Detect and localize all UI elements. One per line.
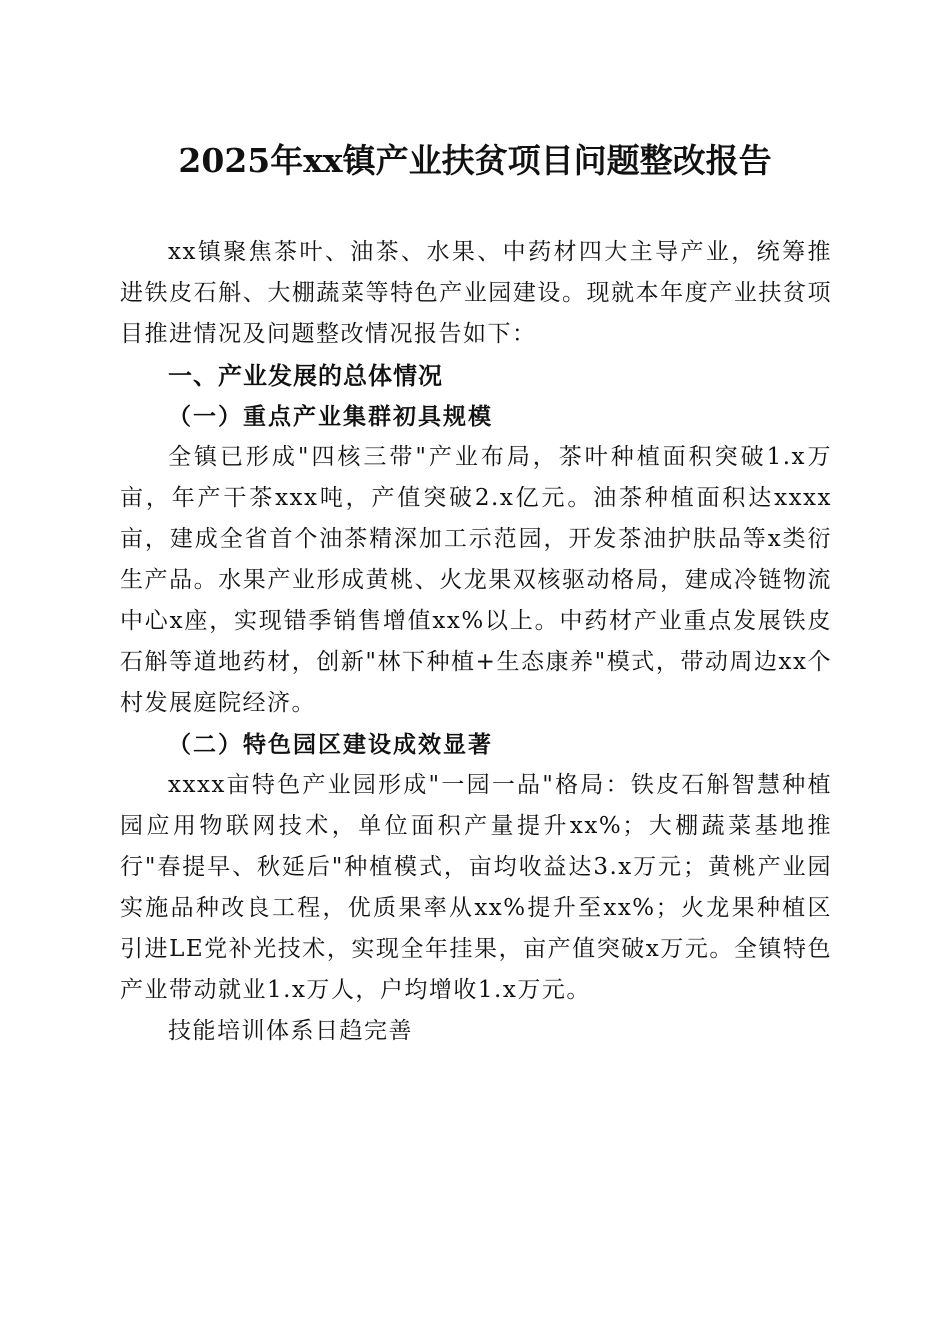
subsection-body-industrial-park: xxxx亩特色产业园形成"一园一品"格局：铁皮石斛智慧种植园应用物联网技术，单位面积产量提升xx%；大棚蔬菜基地推行"春提早、秋延后"种植模式，亩均收益达3.x万元；黄桃产业园实施品种改良工程，优质果率从xx%提升至xx%；火龙果种植区引进LE党补光技术，实现全年挂果，亩产值突破x万元。全镇特色产业带动就业1.x万人，户均增收1.x万元。 (120, 772, 832, 1003)
document-body (120, 232, 832, 1052)
subsection-heading-industrial-park: （二）特色园区建设成效显著 (168, 731, 493, 758)
subsection-heading-skills-training: 技能培训体系日趋完善 (168, 1018, 413, 1044)
document-title: 2025年xx镇产业扶贫项目问题整改报告 (178, 141, 772, 180)
subsection-heading-industry-cluster: （一）重点产业集群初具规模 (168, 403, 493, 430)
section-heading-overall: 一、产业发展的总体情况 (168, 361, 443, 390)
intro-paragraph: xx镇聚焦茶叶、油茶、水果、中药材四大主导产业，统筹推进铁皮石斛、大棚蔬菜等特色产业园建设。现就本年度产业扶贫项目推进情况及问题整改情况报告如下： (120, 239, 832, 347)
subsection-body-industry-cluster: 全镇已形成"四核三带"产业布局，茶叶种植面积突破1.x万亩，年产干茶xxx吨，产值突破2.x亿元。油茶种植面积达xxxx亩，建成全省首个油茶精深加工示范园，开发茶油护肤品等x类衍生产品。水果产业形成黄桃、火龙果双核驱动格局，建成冷链物流中心x座，实现错季销售增值xx%以上。中药材产业重点发展铁皮石斛等道地药材，创新"林下种植+生态康养"模式，带动周边xx个村发展庭院经济。 (120, 444, 832, 716)
